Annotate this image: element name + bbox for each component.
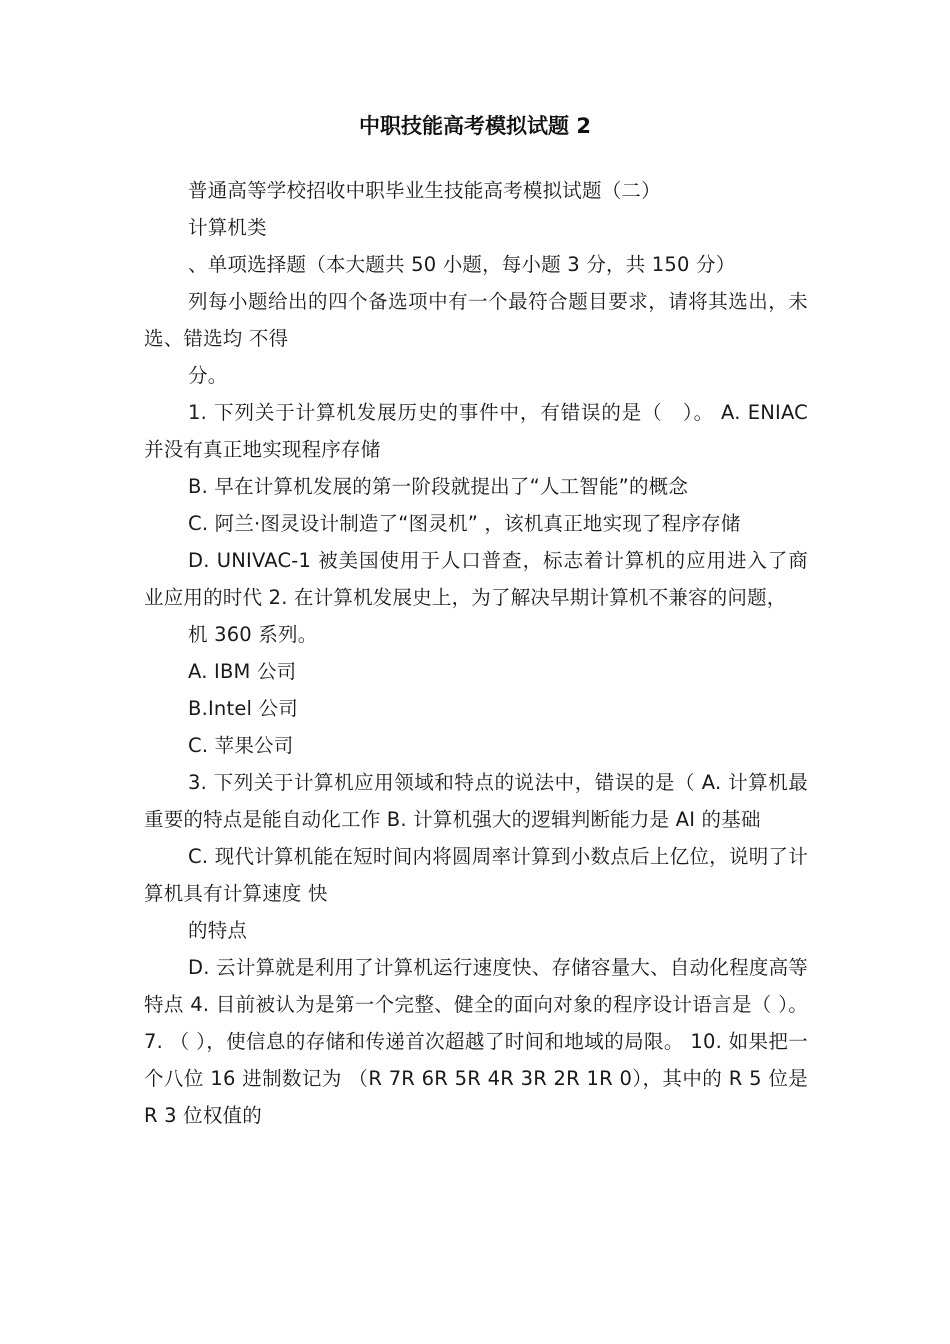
question-3-option-c-end: 的特点 (188, 919, 248, 942)
document-body (144, 172, 808, 1134)
question-3-option-d-and-more: D. 云计算就是利用了计算机运行速度快、存储容量大、自动化程度高等特点 4. 目前被认为是第一个完整、健全的面向对象的程序设计语言是（ ）。 7. （ ），使信息的存储和传递首次超越了时间和地域的局限。 10. 如果把一个八位 16 进制数记为 （R 7R 6R 5R 4R 3R 2R 1R 0），其中的 R 5 位是 R 3 位权值的 (144, 956, 808, 1127)
question-3: 3. 下列关于计算机应用领域和特点的说法中，错误的是（ A. 计算机最重要的特点是能自动化工作 B. 计算机强大的逻辑判断能力是 AI 的基础 (144, 771, 808, 831)
question-1-option-d: D. UNIVAC-1 被美国使用于人口普查，标志着计算机的应用进入了商业应用的时代 2. 在计算机发展史上，为了解决早期计算机不兼容的问题， (144, 549, 808, 609)
paragraph-instructions-end: 分。 (188, 364, 228, 387)
question-2-option-a: A. IBM 公司 (188, 660, 297, 683)
question-2-option-c: C. 苹果公司 (188, 734, 294, 757)
question-1: 1. 下列关于计算机发展历史的事件中，有错误的是（ ）。 A. ENIAC 并没有真正地实现程序存储 (144, 401, 808, 461)
paragraph-instructions: 列每小题给出的四个备选项中有一个最符合题目要求，请将其选出，未选、错选均 不得 (144, 290, 808, 350)
paragraph-subject: 计算机类 (188, 216, 267, 239)
question-2-option-b: B.Intel 公司 (188, 697, 298, 720)
paragraph-section-heading: 、单项选择题（本大题共 50 小题，每小题 3 分，共 150 分） (188, 253, 736, 276)
paragraph-exam-header: 普通高等学校招收中职毕业生技能高考模拟试题（二） (188, 179, 661, 202)
document-title: 中职技能高考模拟试题 2 (359, 114, 591, 138)
question-1-option-b: B. 早在计算机发展的第一阶段就提出了“人工智能”的概念 (188, 475, 689, 498)
question-2-text: 机 360 系列。 (188, 623, 318, 646)
question-1-option-c: C. 阿兰·图灵设计制造了“图灵机” ，该机真正地实现了程序存储 (188, 512, 741, 535)
question-3-option-c: C. 现代计算机能在短时间内将圆周率计算到小数点后上亿位，说明了计算机具有计算速度 快 (144, 845, 808, 905)
